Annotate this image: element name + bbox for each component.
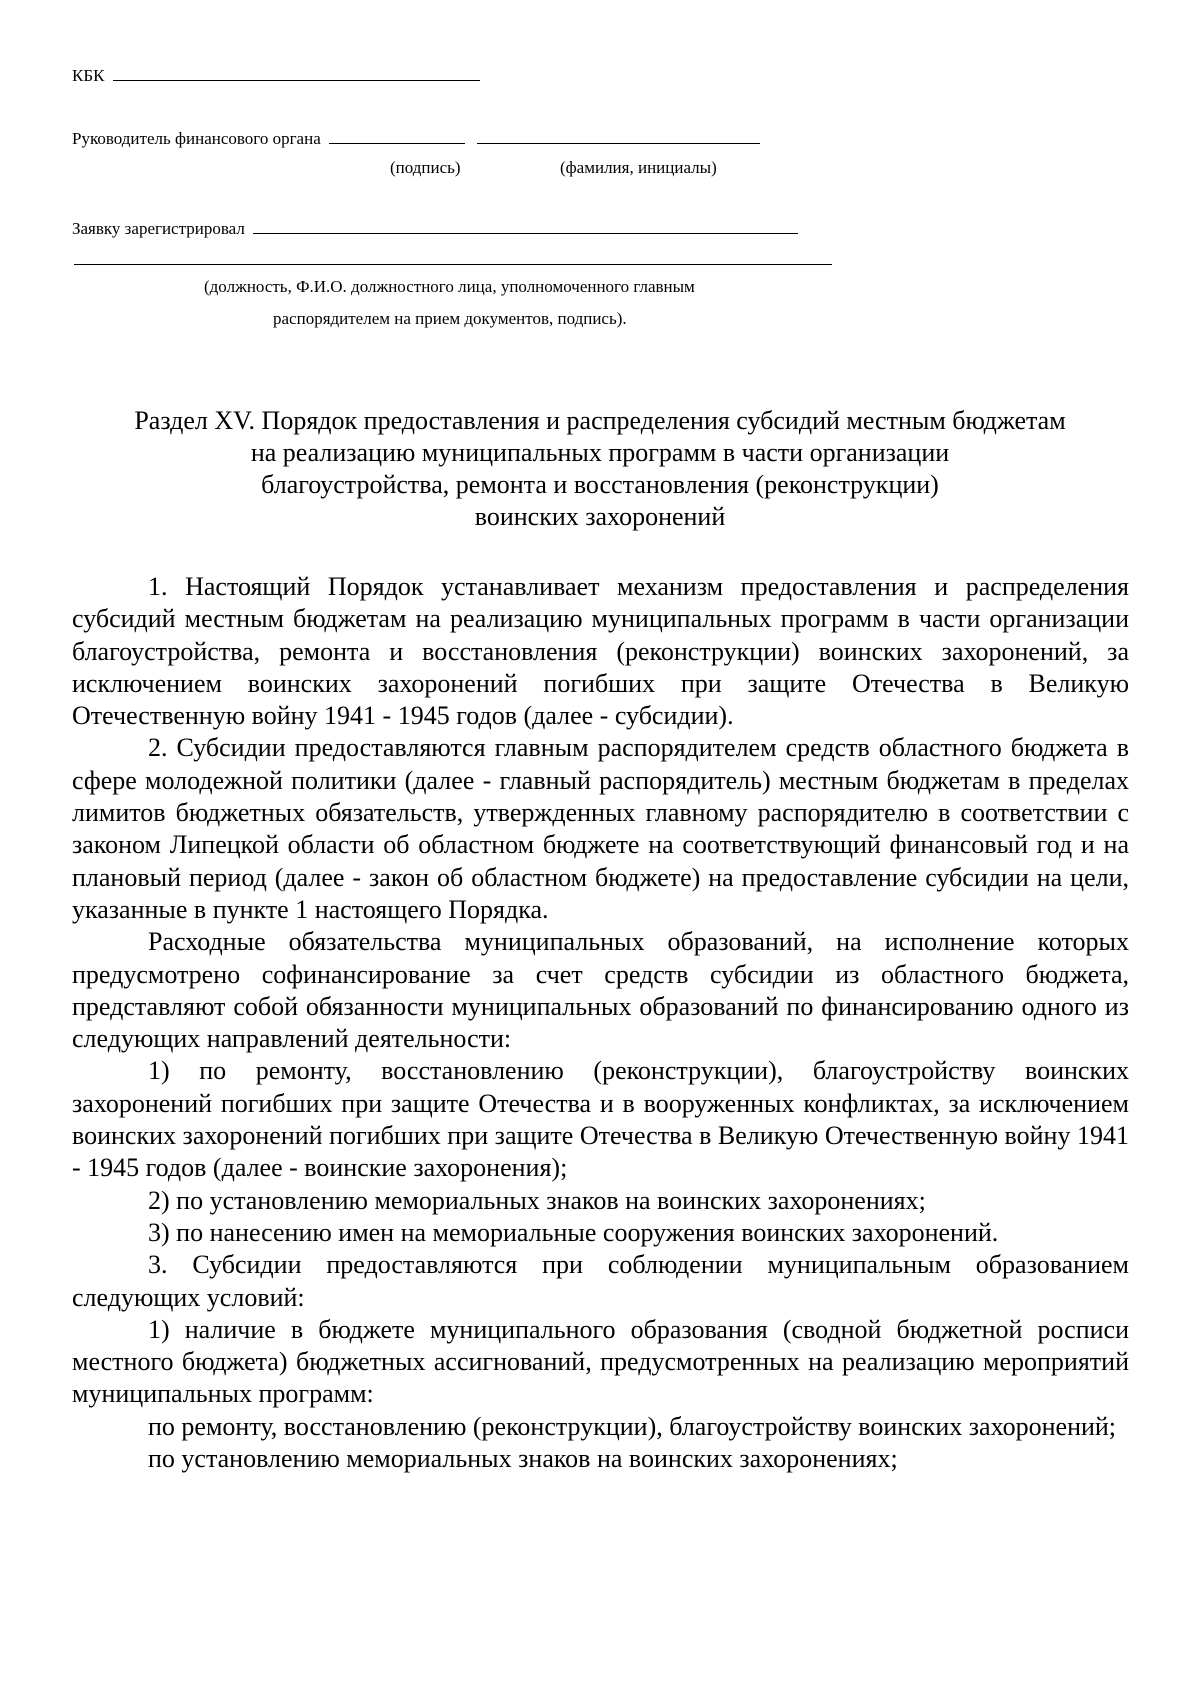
official-caption-line1: (должность, Ф.И.О. должностного лица, уполномоченного главным bbox=[204, 277, 695, 296]
condition-subitem-memorial-signs: по установлению мемориальных знаков на воинских захоронениях; bbox=[148, 1444, 898, 1474]
kbk-field bbox=[113, 66, 480, 81]
registered-label: Заявку зарегистрировал bbox=[72, 219, 245, 238]
section-title-line: на реализацию муниципальных программ в части организации bbox=[250, 438, 950, 467]
paragraph-expense-obligations: Расходные обязательства муниципальных образований, на исполнение которых предусмотрено софинансирование за счет средств субсидии из областного бюджета, представляют собой обязанности муниципальных образований по финансированию одного из следующих направлений деятельности: bbox=[72, 927, 1129, 1054]
signature-caption: (подпись) bbox=[390, 158, 461, 177]
official-signature-line bbox=[74, 264, 832, 265]
head-line bbox=[72, 129, 760, 149]
list-item-repair: 1) по ремонту, восстановлению (реконструкции), благоустройству воинских захоронений погибших при защите Отечества и в вооруженных конфликтах, за исключением воинских захоронений погибших при защите Отечества в Великую Отечественную войну 1941 - 1945 годов (далее - воинские захоронения); bbox=[72, 1056, 1129, 1183]
kbk-line bbox=[72, 66, 480, 86]
signature-field bbox=[329, 129, 465, 144]
condition-item-1: 1) наличие в бюджете муниципального образования (сводной бюджетной росписи местного бюджета) бюджетных ассигнований, предусмотренных на реализацию мероприятий муниципальных программ: bbox=[72, 1314, 1129, 1409]
section-title-line: Раздел XV. Порядок предоставления и распределения субсидий местным бюджетам bbox=[134, 406, 1066, 435]
registered-line bbox=[72, 219, 798, 239]
list-item-names: 3) по нанесению имен на мемориальные сооружения воинских захоронений. bbox=[148, 1217, 999, 1247]
name-caption: (фамилия, инициалы) bbox=[560, 158, 717, 177]
head-label: Руководитель финансового органа bbox=[72, 129, 321, 148]
section-title-line: воинских захоронений bbox=[474, 502, 726, 531]
section-title bbox=[72, 405, 1128, 533]
paragraph-2: 2. Субсидии предоставляются главным распорядителем средств областного бюджета в сфере молодежной политики (далее - главный распорядитель) местным бюджетам в пределах лимитов бюджетных обязательств, утвержденных главному распорядителю в соответствии с законом Липецкой области об областном бюджете на соответствующий финансовый год и на плановый период (далее - закон об областном бюджете) на предоставление субсидии на цели, указанные в пункте 1 настоящего Порядка. bbox=[72, 733, 1129, 924]
list-item-memorial-signs: 2) по установлению мемориальных знаков на воинских захоронениях; bbox=[148, 1185, 926, 1215]
kbk-label: КБК bbox=[72, 66, 105, 85]
document-body bbox=[72, 571, 1129, 1475]
condition-subitem-repair: по ремонту, восстановлению (реконструкции), благоустройству воинских захоронений; bbox=[148, 1411, 1117, 1441]
paragraph-3: 3. Субсидии предоставляются при соблюдении муниципальным образованием следующих условий: bbox=[72, 1250, 1129, 1312]
paragraph-1: 1. Настоящий Порядок устанавливает механизм предоставления и распределения субсидий местным бюджетам на реализацию муниципальных программ в части организации благоустройства, ремонта и восстановления (реконструкции) воинских захоронений, за исключением воинских захоронений погибших при защите Отечества в Великую Отечественную войну 1941 - 1945 годов (далее - субсидии). bbox=[72, 572, 1129, 731]
registered-field bbox=[253, 219, 798, 234]
name-field bbox=[477, 129, 760, 144]
section-title-line: благоустройства, ремонта и восстановления (реконструкции) bbox=[261, 470, 939, 499]
official-caption-line2: распорядителем на прием документов, подпись). bbox=[273, 309, 627, 328]
